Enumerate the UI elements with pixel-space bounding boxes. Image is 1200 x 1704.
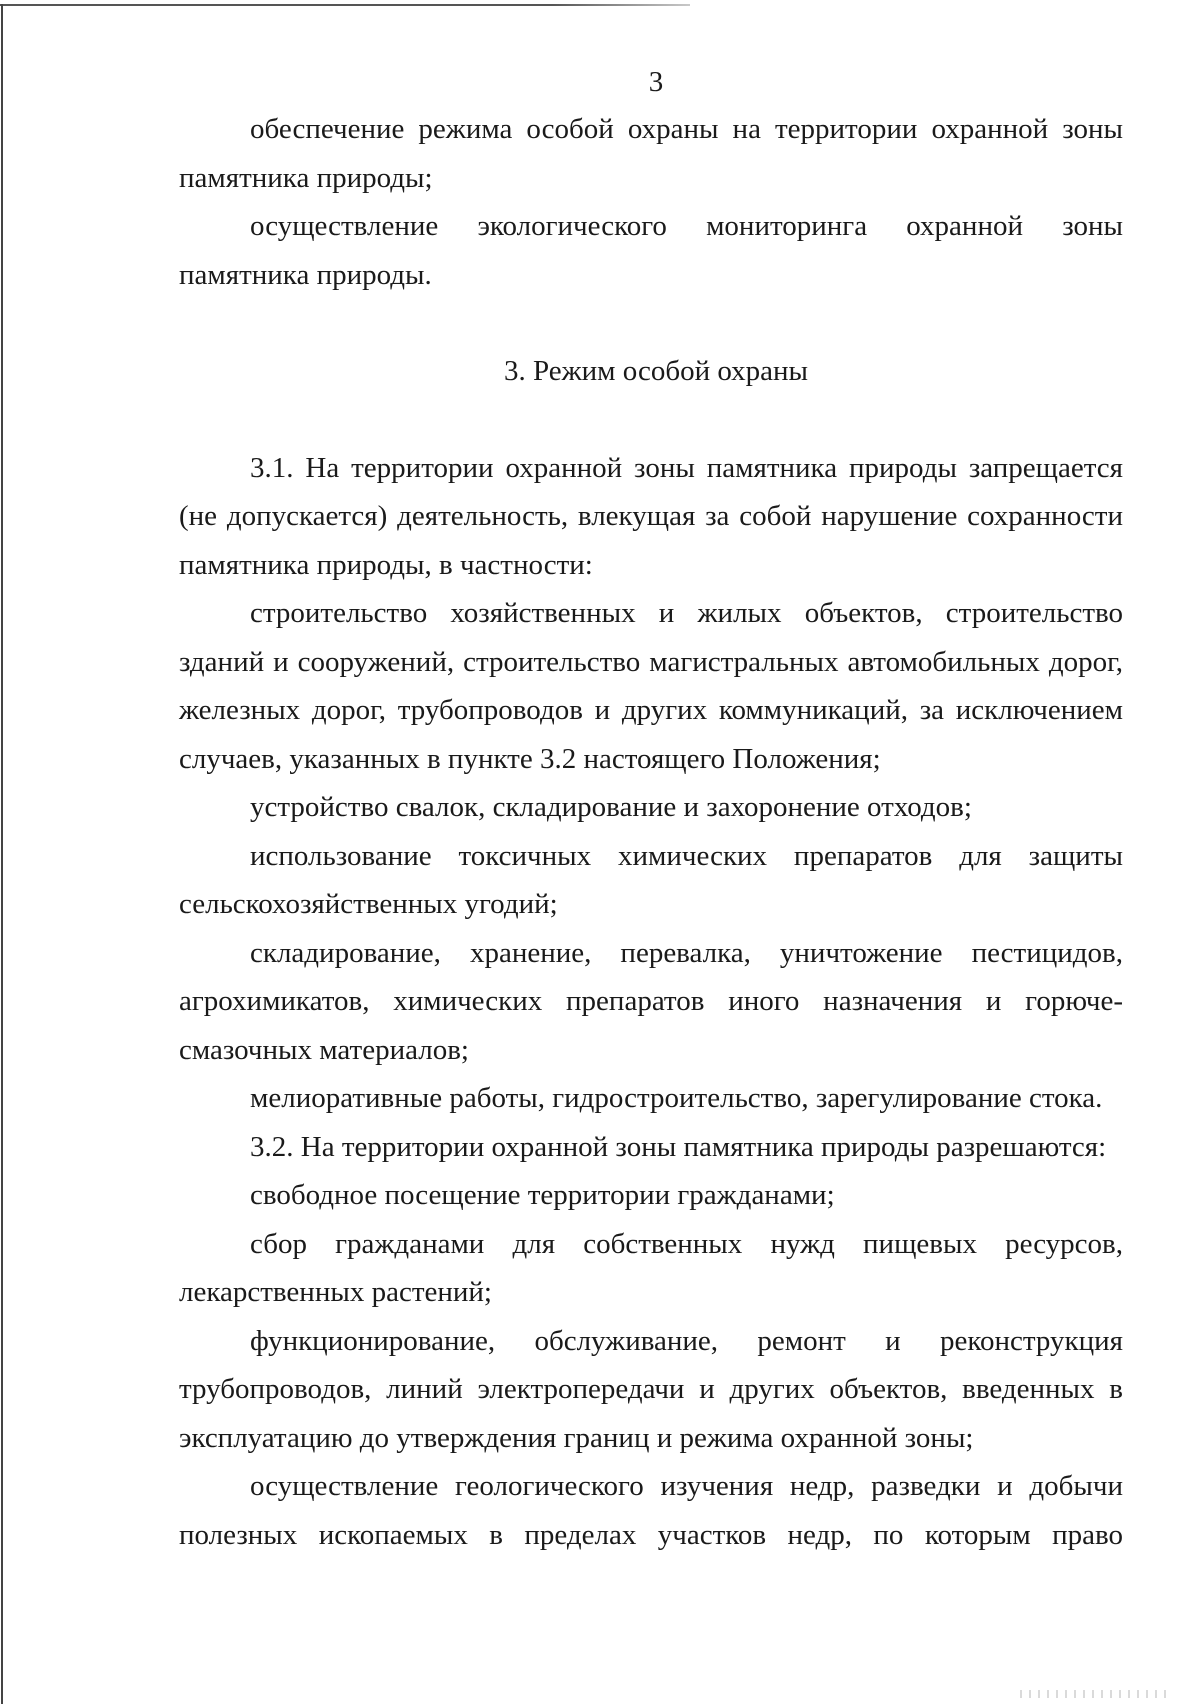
- scan-noise: [1020, 1690, 1170, 1698]
- paragraph-construction: строительство хозяйственных и жилых объектов, строительство зданий и сооружений, строительство магистральных автомобильных дорог, железных дорог, трубопроводов и других коммуникаций, за исключением случаев, указанных в пункте 3.2 настоящего Положения;: [179, 597, 1123, 775]
- paragraph-monitoring: осуществление экологического мониторинга охранной зоны памятника природы.: [179, 210, 1123, 291]
- paragraph-pesticides: складирование, хранение, перевалка, уничтожение пестицидов, агрохимикатов, химических препаратов иного назначения и горюче-смазочных материалов;: [179, 936, 1123, 1066]
- document-page: [179, 60, 1123, 1559]
- scan-edge-top: [0, 4, 690, 6]
- paragraph-3-1: 3.1. На территории охранной зоны памятника природы запрещается (не допускается) деятельность, влекущая за собой нарушение сохранности памятника природы, в частности:: [179, 451, 1123, 581]
- paragraph-gathering: сбор гражданами для собственных нужд пищевых ресурсов, лекарственных растений;: [179, 1227, 1123, 1308]
- paragraph-dumps: устройство свалок, складирование и захоронение отходов;: [250, 791, 972, 823]
- paragraph-melioration: мелиоративные работы, гидростроительство, зарегулирование стока.: [250, 1082, 1103, 1114]
- paragraph-3-2: 3.2. На территории охранной зоны памятника природы разрешаются:: [250, 1130, 1107, 1163]
- section-heading: 3. Режим особой охраны: [503, 355, 809, 387]
- scan-edge-left: [1, 4, 3, 1704]
- paragraph-free-visit: свободное посещение территории гражданами;: [250, 1179, 835, 1211]
- paragraph-geology: осуществление геологического изучения недр, разведки и добычи полезных ископаемых в пределах участков недр, по которым право: [179, 1470, 1123, 1551]
- paragraph-security-regime: обеспечение режима особой охраны на территории охранной зоны памятника природы;: [179, 113, 1123, 194]
- paragraph-maintenance: функционирование, обслуживание, ремонт и реконструкция трубопроводов, линий электропередачи и других объектов, введенных в эксплуатацию до утверждения границ и режима охранной зоны;: [179, 1324, 1123, 1454]
- paragraph-toxic-chemicals: использование токсичных химических препаратов для защиты сельскохозяйственных угодий;: [179, 839, 1123, 920]
- page-number: 3: [648, 66, 664, 98]
